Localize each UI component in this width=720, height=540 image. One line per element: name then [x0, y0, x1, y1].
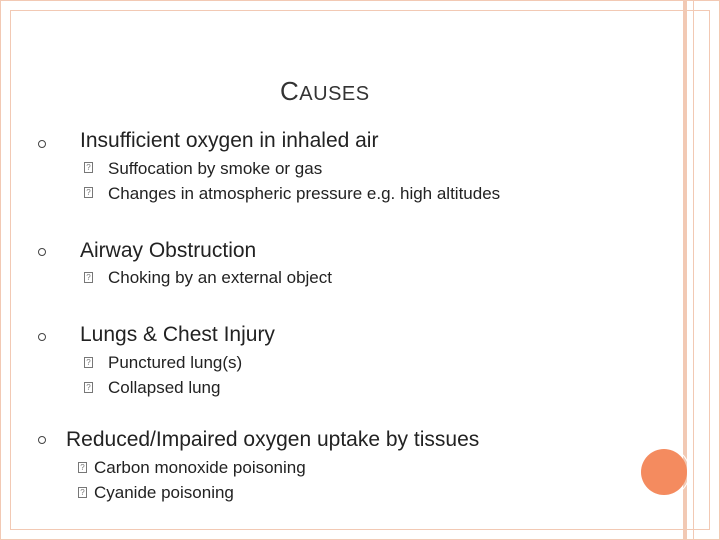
bullet-1-label: Insufficient oxygen in inhaled air: [80, 129, 379, 152]
square-box-bullet-icon: ?: [84, 162, 93, 173]
square-box-bullet-icon: ?: [84, 187, 93, 198]
square-box-bullet-icon: ?: [84, 357, 93, 368]
square-box-bullet-icon: ?: [84, 382, 93, 393]
bullet-4-label: Reduced/Impaired oxygen uptake by tissues: [66, 428, 480, 451]
hollow-circle-bullet-icon: [38, 140, 46, 148]
square-box-bullet-icon: ?: [84, 272, 93, 283]
hollow-circle-bullet-icon: [38, 436, 46, 444]
bullet-1-sub-1: Suffocation by smoke or gas: [108, 159, 323, 178]
decorative-accent-circle: [641, 449, 687, 495]
decorative-side-line: [693, 0, 694, 540]
bullet-1-sub-2: Changes in atmospheric pressure e.g. high altitudes: [108, 184, 501, 203]
bullet-3-sub-2: Collapsed lung: [108, 378, 221, 397]
bullet-4-sub-2: Cyanide poisoning: [94, 483, 234, 502]
slide-title: [280, 76, 370, 107]
slide-title-initial: C: [280, 76, 300, 106]
hollow-circle-bullet-icon: [38, 333, 46, 341]
square-box-bullet-icon: ?: [78, 462, 87, 473]
bullet-2-sub-1: Choking by an external object: [108, 268, 332, 287]
bullet-3-label: Lungs & Chest Injury: [80, 323, 275, 346]
bullet-4-sub-1: Carbon monoxide poisoning: [94, 458, 306, 477]
bullet-3-sub-1: Punctured lung(s): [108, 353, 243, 372]
bullet-2-label: Airway Obstruction: [80, 239, 257, 262]
square-box-bullet-icon: ?: [78, 487, 87, 498]
hollow-circle-bullet-icon: [38, 248, 46, 256]
slide-title-rest: AUSES: [299, 83, 370, 105]
